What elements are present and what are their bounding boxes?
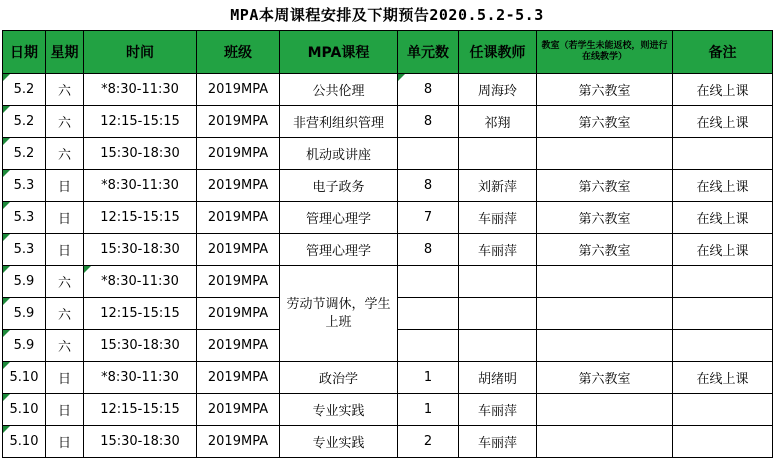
schedule-table — [2, 30, 773, 458]
cell-teacher — [459, 298, 537, 330]
cell-weekday: 日 — [46, 234, 84, 266]
cell-room — [537, 426, 673, 458]
cell-date: 5.2 — [3, 74, 46, 106]
table-row — [3, 170, 773, 202]
cell-time: 15:30-18:30 — [84, 234, 197, 266]
cell-room: 第六教室 — [537, 170, 673, 202]
header-course: MPA课程 — [280, 31, 398, 74]
cell-class: 2019MPA — [197, 234, 280, 266]
cell-date: 5.9 — [3, 266, 46, 298]
cell-units — [398, 298, 459, 330]
cell-note: 在线上课 — [673, 202, 773, 234]
cell-time: *8:30-11:30 — [84, 74, 197, 106]
cell-class: 2019MPA — [197, 266, 280, 298]
cell-date: 5.10 — [3, 426, 46, 458]
cell-time: 12:15-15:15 — [84, 394, 197, 426]
cell-date: 5.2 — [3, 106, 46, 138]
cell-class: 2019MPA — [197, 170, 280, 202]
cell-class: 2019MPA — [197, 330, 280, 362]
table-row — [3, 394, 773, 426]
cell-teacher: 周海玲 — [459, 74, 537, 106]
cell-room: 第六教室 — [537, 74, 673, 106]
cell-date: 5.10 — [3, 394, 46, 426]
header-room: 教室（若学生未能返校，则进行在线教学） — [537, 31, 673, 74]
cell-room — [537, 330, 673, 362]
cell-room: 第六教室 — [537, 362, 673, 394]
cell-class: 2019MPA — [197, 138, 280, 170]
header-note: 备注 — [673, 31, 773, 74]
cell-units — [398, 266, 459, 298]
cell-date: 5.3 — [3, 170, 46, 202]
cell-room — [537, 394, 673, 426]
cell-course: 专业实践 — [280, 426, 398, 458]
cell-weekday: 六 — [46, 266, 84, 298]
cell-time: 15:30-18:30 — [84, 426, 197, 458]
cell-date: 5.9 — [3, 330, 46, 362]
cell-course: 机动或讲座 — [280, 138, 398, 170]
cell-units: 2 — [398, 426, 459, 458]
header-teacher: 任课教师 — [459, 31, 537, 74]
cell-teacher — [459, 138, 537, 170]
cell-room: 第六教室 — [537, 234, 673, 266]
cell-weekday: 六 — [46, 138, 84, 170]
cell-units: 8 — [398, 74, 459, 106]
header-class: 班级 — [197, 31, 280, 74]
cell-date: 5.9 — [3, 298, 46, 330]
header-weekday: 星期 — [46, 31, 84, 74]
page-title: MPA本周课程安排及下期预告2020.5.2-5.3 — [230, 6, 544, 24]
cell-class: 2019MPA — [197, 106, 280, 138]
cell-course: 专业实践 — [280, 394, 398, 426]
cell-class: 2019MPA — [197, 74, 280, 106]
cell-note — [673, 330, 773, 362]
cell-time: *8:30-11:30 — [84, 170, 197, 202]
cell-teacher: 车丽萍 — [459, 426, 537, 458]
cell-note — [673, 266, 773, 298]
table-row — [3, 74, 773, 106]
cell-time: *8:30-11:30 — [84, 266, 197, 298]
cell-class: 2019MPA — [197, 298, 280, 330]
cell-units — [398, 330, 459, 362]
table-row — [3, 234, 773, 266]
cell-note — [673, 138, 773, 170]
cell-date: 5.3 — [3, 202, 46, 234]
cell-units: 8 — [398, 106, 459, 138]
cell-class: 2019MPA — [197, 394, 280, 426]
cell-room — [537, 298, 673, 330]
cell-time: 15:30-18:30 — [84, 330, 197, 362]
cell-class: 2019MPA — [197, 202, 280, 234]
cell-weekday: 六 — [46, 298, 84, 330]
table-row — [3, 202, 773, 234]
cell-time: *8:30-11:30 — [84, 362, 197, 394]
cell-date: 5.3 — [3, 234, 46, 266]
cell-weekday: 日 — [46, 202, 84, 234]
header-units: 单元数 — [398, 31, 459, 74]
cell-time: 12:15-15:15 — [84, 202, 197, 234]
cell-note: 在线上课 — [673, 74, 773, 106]
cell-room — [537, 138, 673, 170]
cell-weekday: 日 — [46, 170, 84, 202]
cell-teacher: 祁翔 — [459, 106, 537, 138]
cell-room: 第六教室 — [537, 106, 673, 138]
cell-course: 非营利组织管理 — [280, 106, 398, 138]
cell-teacher — [459, 266, 537, 298]
table-row — [3, 362, 773, 394]
cell-teacher: 车丽萍 — [459, 234, 537, 266]
cell-units: 7 — [398, 202, 459, 234]
cell-teacher: 刘新萍 — [459, 170, 537, 202]
table-row — [3, 426, 773, 458]
table-row — [3, 138, 773, 170]
cell-note: 在线上课 — [673, 170, 773, 202]
cell-weekday: 六 — [46, 106, 84, 138]
table-row — [3, 106, 773, 138]
cell-teacher: 车丽萍 — [459, 394, 537, 426]
cell-note — [673, 426, 773, 458]
cell-time: 15:30-18:30 — [84, 138, 197, 170]
cell-units: 1 — [398, 394, 459, 426]
cell-time: 12:15-15:15 — [84, 298, 197, 330]
cell-weekday: 六 — [46, 74, 84, 106]
cell-course-merged: 劳动节调休，学生上班 — [280, 266, 398, 362]
cell-course: 政治学 — [280, 362, 398, 394]
header-time: 时间 — [84, 31, 197, 74]
cell-course: 管理心理学 — [280, 234, 398, 266]
cell-units: 8 — [398, 170, 459, 202]
cell-teacher — [459, 330, 537, 362]
cell-time: 12:15-15:15 — [84, 106, 197, 138]
cell-course: 电子政务 — [280, 170, 398, 202]
cell-units — [398, 138, 459, 170]
cell-units: 1 — [398, 362, 459, 394]
cell-note — [673, 298, 773, 330]
cell-date: 5.2 — [3, 138, 46, 170]
header-date: 日期 — [3, 31, 46, 74]
cell-weekday: 六 — [46, 330, 84, 362]
cell-units: 8 — [398, 234, 459, 266]
cell-teacher: 胡绪明 — [459, 362, 537, 394]
cell-note: 在线上课 — [673, 362, 773, 394]
cell-weekday: 日 — [46, 426, 84, 458]
cell-teacher: 车丽萍 — [459, 202, 537, 234]
table-row — [3, 266, 773, 298]
cell-weekday: 日 — [46, 362, 84, 394]
cell-note: 在线上课 — [673, 106, 773, 138]
cell-course: 公共伦理 — [280, 74, 398, 106]
cell-note — [673, 394, 773, 426]
cell-room: 第六教室 — [537, 202, 673, 234]
cell-note: 在线上课 — [673, 234, 773, 266]
cell-course: 管理心理学 — [280, 202, 398, 234]
cell-class: 2019MPA — [197, 426, 280, 458]
cell-class: 2019MPA — [197, 362, 280, 394]
header-row — [3, 31, 773, 74]
cell-room — [537, 266, 673, 298]
cell-weekday: 日 — [46, 394, 84, 426]
cell-date: 5.10 — [3, 362, 46, 394]
